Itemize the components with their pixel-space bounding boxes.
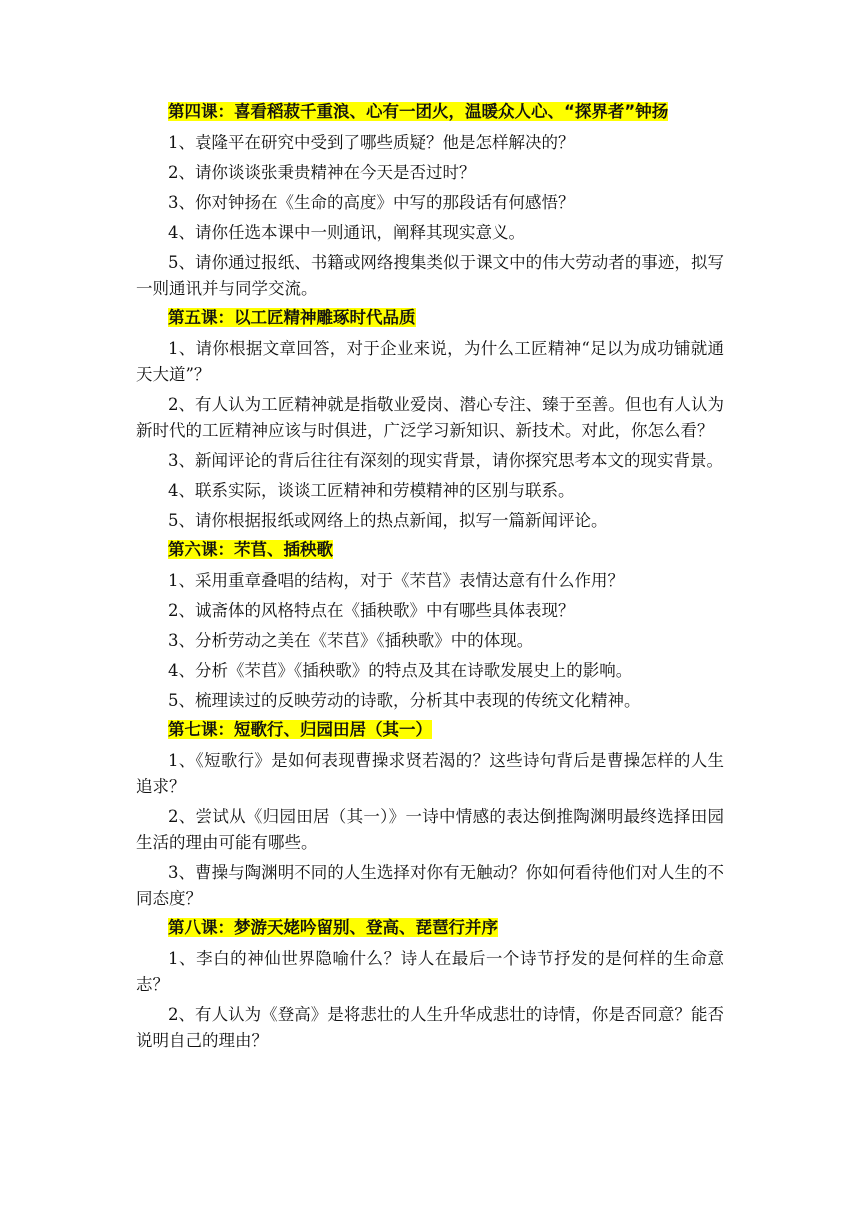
question-item: 1、《短歌行》是如何表现曹操求贤若渴的？这些诗句背后是曹操怎样的人生追求？	[136, 751, 724, 796]
question-item: 4、分析《芣苢》《插秧歌》的特点及其在诗歌发展史上的影响。	[168, 661, 633, 680]
question-item: 1、李白的神仙世界隐喻什么？诗人在最后一个诗节抒发的是何样的生命意志？	[136, 949, 724, 994]
lesson-6	[136, 538, 724, 714]
question-item: 3、你对钟扬在《生命的高度》中写的那段话有何感悟？	[168, 193, 575, 212]
lesson-8	[136, 916, 724, 1054]
question-item: 2、诚斋体的风格特点在《插秧歌》中有哪些具体表现？	[168, 601, 575, 620]
question-item: 2、请你谈谈张秉贵精神在今天是否过时？	[168, 163, 476, 182]
question-item: 2、有人认为《登高》是将悲壮的人生升华成悲壮的诗情，你是否同意？能否说明自己的理由？	[136, 1005, 724, 1050]
question-item: 1、请你根据文章回答，对于企业来说，为什么工匠精神“足以为成功铺就通天大道”？	[136, 339, 724, 384]
question-item: 5、请你根据报纸或网络上的热点新闻，拟写一篇新闻评论。	[168, 511, 608, 530]
lesson-5	[136, 306, 724, 534]
question-item: 1、采用重章叠唱的结构，对于《芣苢》表情达意有什么作用？	[168, 571, 624, 590]
question-item: 3、新闻评论的背后往往有深刻的现实背景，请你探究思考本文的现实背景。	[168, 451, 723, 470]
question-item: 2、有人认为工匠精神就是指敬业爱岗、潜心专注、臻于至善。但也有人认为新时代的工匠精神应该与时俱进，广泛学习新知识、新技术。对此，你怎么看？	[136, 395, 724, 440]
question-item: 1、袁隆平在研究中受到了哪些质疑？他是怎样解决的？	[168, 133, 575, 152]
lesson-7	[136, 718, 724, 912]
lesson-heading: 第六课：芣苢、插秧歌	[168, 540, 333, 559]
question-item: 4、请你任选本课中一则通讯，阐释其现实意义。	[168, 223, 525, 242]
lesson-heading: 第八课：梦游天姥吟留别、登高、琵琶行并序	[168, 918, 498, 937]
question-item: 5、请你通过报纸、书籍或网络搜集类似于课文中的伟大劳动者的事迹，拟写一则通讯并与同学交流。	[136, 253, 724, 298]
question-item: 3、曹操与陶渊明不同的人生选择对你有无触动？你如何看待他们对人生的不同态度？	[136, 863, 724, 908]
question-item: 3、分析劳动之美在《芣苢》《插秧歌》中的体现。	[168, 631, 534, 650]
question-item: 2、尝试从《归园田居（其一）》一诗中情感的表达倒推陶渊明最终选择田园生活的理由可能有哪些。	[136, 807, 724, 852]
question-item: 5、梳理读过的反映劳动的诗歌，分析其中表现的传统文化精神。	[168, 691, 641, 710]
lesson-4	[136, 100, 724, 302]
document-page	[136, 100, 724, 1058]
lesson-heading: 第四课：喜看稻菽千重浪、心有一团火，温暖众人心、“探界者”钟扬	[168, 102, 669, 121]
lesson-heading: 第五课：以工匠精神雕琢时代品质	[168, 308, 416, 327]
lesson-heading: 第七课：短歌行、归园田居（其一）	[168, 720, 432, 739]
question-item: 4、联系实际，谈谈工匠精神和劳模精神的区别与联系。	[168, 481, 575, 500]
